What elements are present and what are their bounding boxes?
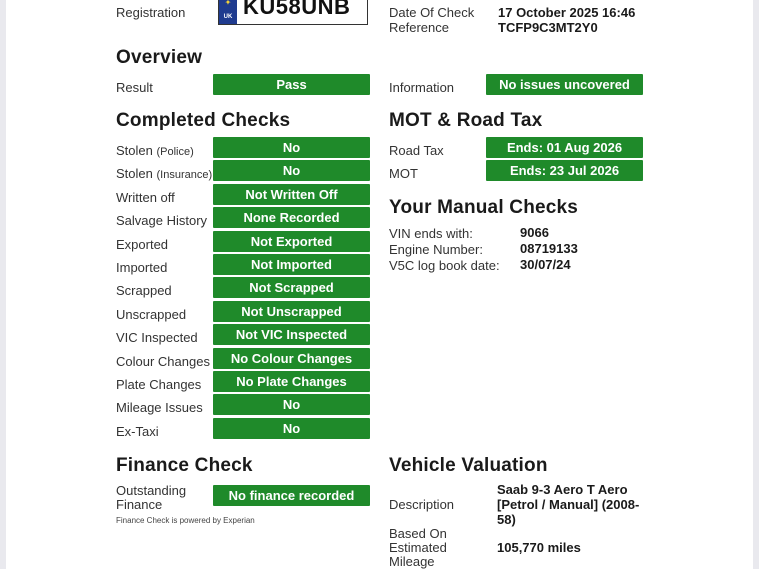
check-value-pill: Not Imported <box>213 254 370 275</box>
check-label <box>116 424 159 439</box>
outstanding-finance-label-line2: Finance <box>116 497 163 512</box>
outstanding-finance-label <box>116 484 186 512</box>
check-value-pill: No <box>213 137 370 158</box>
road-tax-label: Road Tax <box>389 143 444 158</box>
description-value <box>497 482 639 527</box>
reference-value: TCFP9C3MT2Y0 <box>498 20 598 35</box>
mileage-value: 105,770 miles <box>497 540 581 555</box>
check-label <box>116 166 212 181</box>
check-label <box>116 354 210 369</box>
check-label-text: Mileage Issues <box>116 400 203 415</box>
registration-label: Registration <box>116 5 186 20</box>
check-label-text: Written off <box>116 190 175 205</box>
description-label: Description <box>389 497 455 512</box>
finance-check-title: Finance Check <box>116 455 253 476</box>
mot-road-tax-title: MOT & Road Tax <box>389 110 543 131</box>
finance-powered-by: Finance Check is powered by Experian <box>116 516 255 525</box>
v5c-date-label: V5C log book date: <box>389 258 500 273</box>
check-label-sub: (Insurance) <box>156 169 213 181</box>
information-label: Information <box>389 80 455 95</box>
check-label <box>116 190 175 205</box>
outstanding-finance-pill: No finance recorded <box>213 485 370 506</box>
check-label-text: Stolen <box>116 143 153 158</box>
completed-checks-title: Completed Checks <box>116 110 291 131</box>
date-of-check-label: Date Of Check <box>389 5 475 20</box>
description-line-1: Saab 9-3 Aero T Aero <box>497 482 628 497</box>
check-label <box>116 213 207 228</box>
check-label-text: VIC Inspected <box>116 330 198 345</box>
check-value-pill: No Colour Changes <box>213 348 370 369</box>
plate-country-band <box>219 0 237 24</box>
description-line-2: [Petrol / Manual] (2008- <box>497 497 640 512</box>
check-value-pill: Not Unscrapped <box>213 301 370 322</box>
vin-label: VIN ends with: <box>389 226 473 241</box>
check-label-text: Unscrapped <box>116 307 187 322</box>
check-value-pill: No <box>213 394 370 415</box>
mot-pill: Ends: 23 Jul 2026 <box>486 160 643 181</box>
check-value-pill: None Recorded <box>213 207 370 228</box>
check-label-text: Scrapped <box>116 283 172 298</box>
based-on-line-2: Estimated <box>389 540 447 555</box>
check-label <box>116 307 186 322</box>
check-label <box>116 400 203 415</box>
check-label <box>116 260 167 275</box>
check-label <box>116 143 194 158</box>
outstanding-finance-label-line1: Outstanding <box>116 483 187 498</box>
result-label: Result <box>116 80 153 95</box>
check-value-pill: No <box>213 418 370 439</box>
road-tax-pill: Ends: 01 Aug 2026 <box>486 137 643 158</box>
overview-title: Overview <box>116 47 203 68</box>
check-label-text: Plate Changes <box>116 377 202 392</box>
based-on-line-1: Based On <box>389 526 447 541</box>
check-label-text: Salvage History <box>116 213 208 228</box>
check-value-pill: No Plate Changes <box>213 371 370 392</box>
based-on-line-3: Mileage <box>389 554 435 569</box>
plate-number: KU58UNB <box>243 0 351 19</box>
check-label-text: Imported <box>116 260 168 275</box>
check-label-text: Colour Changes <box>116 354 210 369</box>
based-on-mileage-label <box>389 527 447 569</box>
check-label <box>116 283 172 298</box>
engine-number-label: Engine Number: <box>389 242 483 257</box>
description-line-3: 58) <box>497 512 516 527</box>
check-value-pill: Not Written Off <box>213 184 370 205</box>
check-label-text: Exported <box>116 237 169 252</box>
vehicle-valuation-title: Vehicle Valuation <box>389 455 548 476</box>
eu-stars-icon: ✦ <box>224 0 232 7</box>
check-label <box>116 237 168 252</box>
reference-label: Reference <box>389 20 449 35</box>
check-label-text: Ex-Taxi <box>116 424 159 439</box>
plate-country-code: UK <box>223 14 233 20</box>
check-value-pill: Not Exported <box>213 231 370 252</box>
mot-label: MOT <box>389 166 418 181</box>
date-of-check-value: 17 October 2025 16:46 <box>498 5 636 20</box>
information-pill: No issues uncovered <box>486 74 643 95</box>
result-pill: Pass <box>213 74 370 95</box>
check-label <box>116 330 198 345</box>
v5c-date-value: 30/07/24 <box>520 257 571 272</box>
check-value-pill: Not VIC Inspected <box>213 324 370 345</box>
engine-number-value: 08719133 <box>520 241 578 256</box>
number-plate <box>218 0 368 25</box>
check-label-text: Stolen <box>116 166 153 181</box>
report-page <box>6 0 753 569</box>
vin-value: 9066 <box>520 225 549 240</box>
check-value-pill: No <box>213 160 370 181</box>
check-label-sub: (Police) <box>156 146 194 158</box>
check-value-pill: Not Scrapped <box>213 277 370 298</box>
check-label <box>116 377 201 392</box>
manual-checks-title: Your Manual Checks <box>389 197 579 218</box>
